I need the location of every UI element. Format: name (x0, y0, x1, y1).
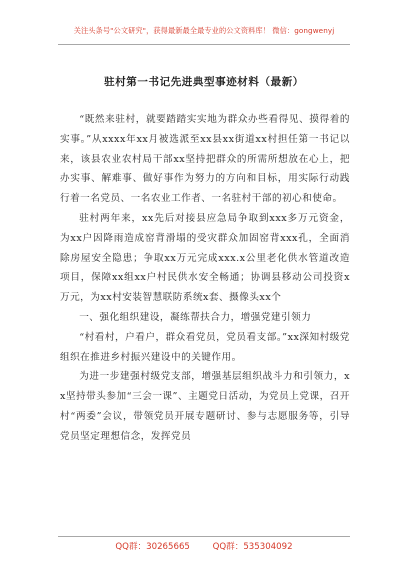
paragraph-achievements: 驻村两年来，xx先后对接县应急局争取到xxx多万元资金，为xx户因降雨造成窑背滑塌的受灾群众加固窑背xxx孔，全面消除房屋安全隐患；争取xx万元完成xxx.x公里老化供水管道改造项目，保障xx组xx户村民供水安全畅通；协调县移动公司投资x万元，为xx村安装智慧联防系统x套、摄像头xx个 (60, 212, 350, 304)
footer (0, 540, 408, 552)
footer-qq-group-1: QQ群：30265665 (115, 542, 190, 552)
document-body (60, 110, 350, 447)
paragraph-intro: “既然来驻村，就要踏踏实实地为群众办些看得见、摸得着的实事。”从xxxx年xx月被选派至xx县xx街道xx村担任第一书记以来，该县农业农村局干部xx坚持把群众的所需所想放在心上，把办实事、解难事、做好事作为努力的方向和目标，用实际行动践行着一名党员、一名农业工作者、一名驻村干部的初心和使命。 (60, 114, 350, 205)
footer-divider (58, 536, 350, 537)
section-heading-1: 一、强化组织建设，凝练帮扶合力，增强党建引领力 (79, 311, 312, 323)
paragraph-party-building: 为进一步建强村级党支部，增强基层组织战斗力和引领力，xx坚持带头参加“三会一课”、主题党日活动，为党员上党课，召开村“两委”会议，带领党员开展专题研讨、参与志愿服务等，引导党员坚定理想信念，发挥党员 (60, 371, 350, 442)
header-promo-text: 关注头条号"公文研究"，获得最新最全最专业的公文资料库！ 微信：gongwenyj (73, 26, 335, 35)
header-divider (58, 44, 350, 45)
document-title: 驻村第一书记先进典型事迹材料（最新） (104, 76, 304, 88)
paragraph-quote: “村看村，户看户，群众看党员，党员看支部。”xx深知村级党组织在推进乡村振兴建设中的关键作用。 (60, 331, 350, 363)
footer-qq-group-2: QQ群：535304092 (212, 542, 293, 552)
